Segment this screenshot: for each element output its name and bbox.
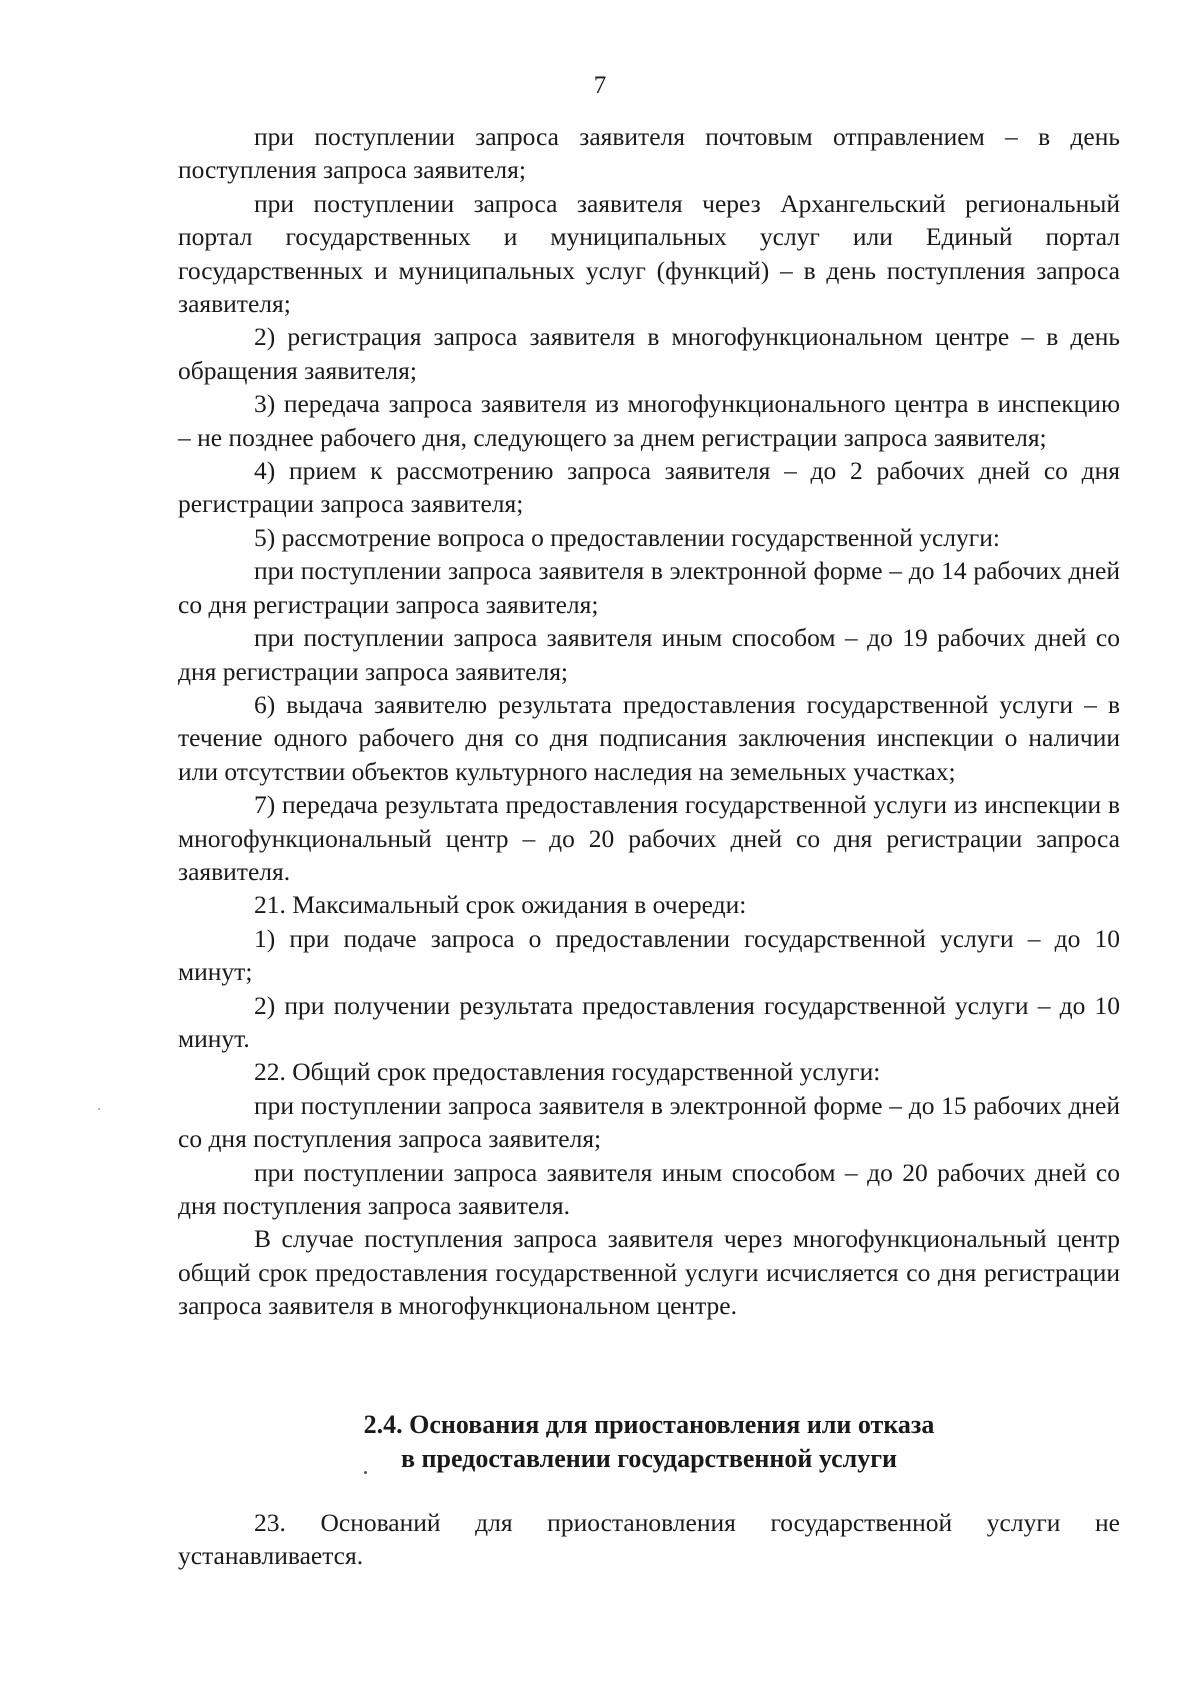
section-heading-line-2: в предоставлении государственной услуги xyxy=(400,1444,897,1473)
paragraph: 2) регистрация запроса заявителя в многофункциональном центре – в день обращения заявителя; xyxy=(178,322,1120,385)
paragraph: 4) прием к рассмотрению запроса заявителя – до 2 рабочих дней со дня регистрации запроса заявителя; xyxy=(178,456,1120,519)
page-number: 7 xyxy=(593,72,607,99)
scan-speck xyxy=(98,1108,100,1110)
paragraph: 6) выдача заявителю результата предоставления государственной услуги – в течение одного рабочего дня со дня подписания заключения инспекции о наличии или отсутствии объектов культурного наследия на земельных участках; xyxy=(178,689,1120,786)
paragraph: 21. Максимальный срок ожидания в очереди: xyxy=(254,890,747,920)
paragraph: 1) при подаче запроса о предоставлении государственной услуги – до 10 минут; xyxy=(178,923,1120,987)
paragraph: при поступлении запроса заявителя иным способом – до 20 рабочих дней со дня поступления запроса заявителя. xyxy=(178,1157,1120,1220)
paragraph: 7) передача результата предоставления государственной услуги из инспекции в многофункциональный центр – до 20 рабочих дней со дня регистрации запроса заявителя. xyxy=(178,790,1120,886)
paragraph: при поступлении запроса заявителя через Архангельский региональный портал государственных и муниципальных услуг или Единый портал государственных и муниципальных услуг (функций) – в день поступления запроса заявителя; xyxy=(178,188,1120,319)
paragraph: 23. Оснований для приостановления государственной услуги не устанавливается. xyxy=(178,1508,1120,1571)
paragraph: 5) рассмотрение вопроса о предоставлении государственной услуги: xyxy=(254,522,1000,552)
paragraph: при поступлении запроса заявителя иным способом – до 19 рабочих дней со дня регистрации запроса заявителя; xyxy=(178,623,1120,686)
paragraph: 3) передача запроса заявителя из многофункционального центра в инспекцию – не позднее рабочего дня, следующего за днем регистрации запроса заявителя; xyxy=(178,389,1120,452)
body-text xyxy=(178,120,1120,1323)
section-heading xyxy=(178,1408,1120,1476)
paragraph: при поступлении запроса заявителя почтовым отправлением – в день поступления запроса заявителя; xyxy=(178,122,1120,185)
paragraph: 22. Общий срок предоставления государственной услуги: xyxy=(254,1057,881,1087)
paragraph: при поступлении запроса заявителя в электронной форме – до 14 рабочих дней со дня регистрации запроса заявителя; xyxy=(178,556,1120,619)
paragraph: В случае поступления запроса заявителя через многофункциональный центр общий срок предоставления государственной услуги исчисляется со дня регистрации запроса заявителя в многофункциональном центре. xyxy=(178,1224,1120,1321)
paragraph: при поступлении запроса заявителя в электронной форме – до 15 рабочих дней со дня поступления запроса заявителя; xyxy=(178,1090,1120,1154)
section-heading-line-1: 2.4. Основания для приостановления или отказа xyxy=(363,1410,935,1439)
closing-text xyxy=(178,1506,1120,1573)
scan-speck xyxy=(364,1471,367,1474)
paragraph: 2) при получении результата предоставления государственной услуги – до 10 минут. xyxy=(178,990,1120,1053)
